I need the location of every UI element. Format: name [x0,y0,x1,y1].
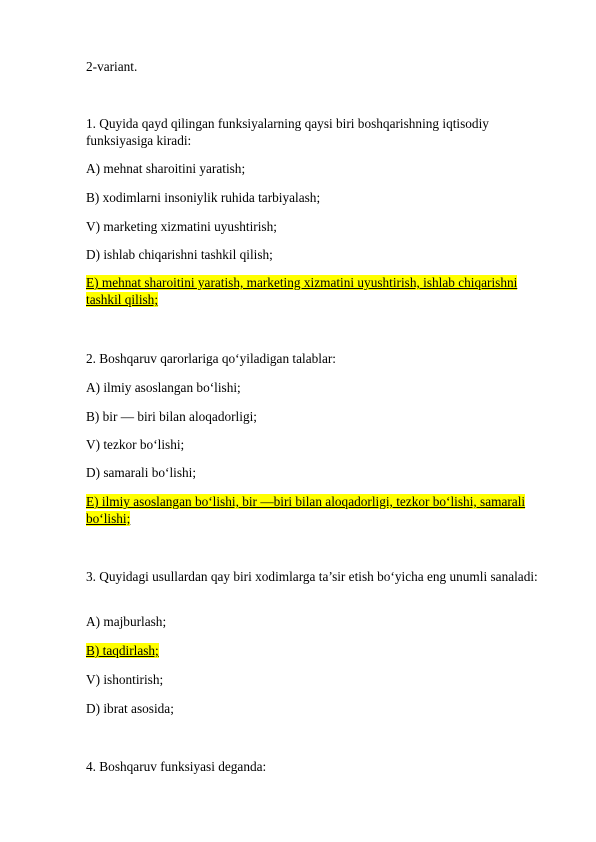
question-3-prompt: 3. Quyidagi usullardan qay biri xodimlarga ta’sir etish bo‘yicha eng unumli sanaladi: [86,569,538,584]
question-2-prompt: 2. Boshqaruv qarorlariga qo‘yiladigan talablar: [86,351,336,366]
question-2-option-d: D) samarali bo‘lishi; [86,465,197,480]
question-3-option-a: A) majburlash; [86,614,167,629]
question-1-option-v: V) marketing xizmatini uyushtirish; [86,219,277,234]
question-1-option-a: A) mehnat sharoitini yaratish; [86,161,246,176]
answer-highlight: B) taqdirlash; [86,643,159,658]
question-3-option-d: D) ibrat asosida; [86,701,174,716]
question-1-option-e-answer [86,274,556,308]
question-3-option-b-answer [86,642,556,659]
question-1-option-d: D) ishlab chiqarishni tashkil qilish; [86,247,273,262]
variant-title: 2-variant. [86,59,138,74]
question-4-prompt: 4. Boshqaruv funksiyasi deganda: [86,759,267,774]
question-2-option-a: A) ilmiy asoslangan bo‘lishi; [86,380,241,395]
answer-highlight: E) mehnat sharoitini yaratish, marketing xizmatini uyushtirish, ishlab chiqarishni tashkil qilish; [86,275,518,307]
question-1-prompt: 1. Quyida qayd qilingan funksiyalarning qaysi biri boshqarishning iqtisodiy funksiyasiga kiradi: [86,116,489,148]
question-2-option-v: V) tezkor bo‘lishi; [86,437,185,452]
answer-highlight: E) ilmiy asoslangan bo‘lishi, bir —biri bilan aloqadorligi, tezkor bo‘lishi, samarali bo‘lishi; [86,494,526,526]
question-2-option-e-answer [86,493,556,527]
question-1-option-b: B) xodimlarni insoniylik ruhida tarbiyalash; [86,190,321,205]
question-2-option-b: B) bir — biri bilan aloqadorligi; [86,409,257,424]
question-3-option-v: V) ishontirish; [86,672,164,687]
